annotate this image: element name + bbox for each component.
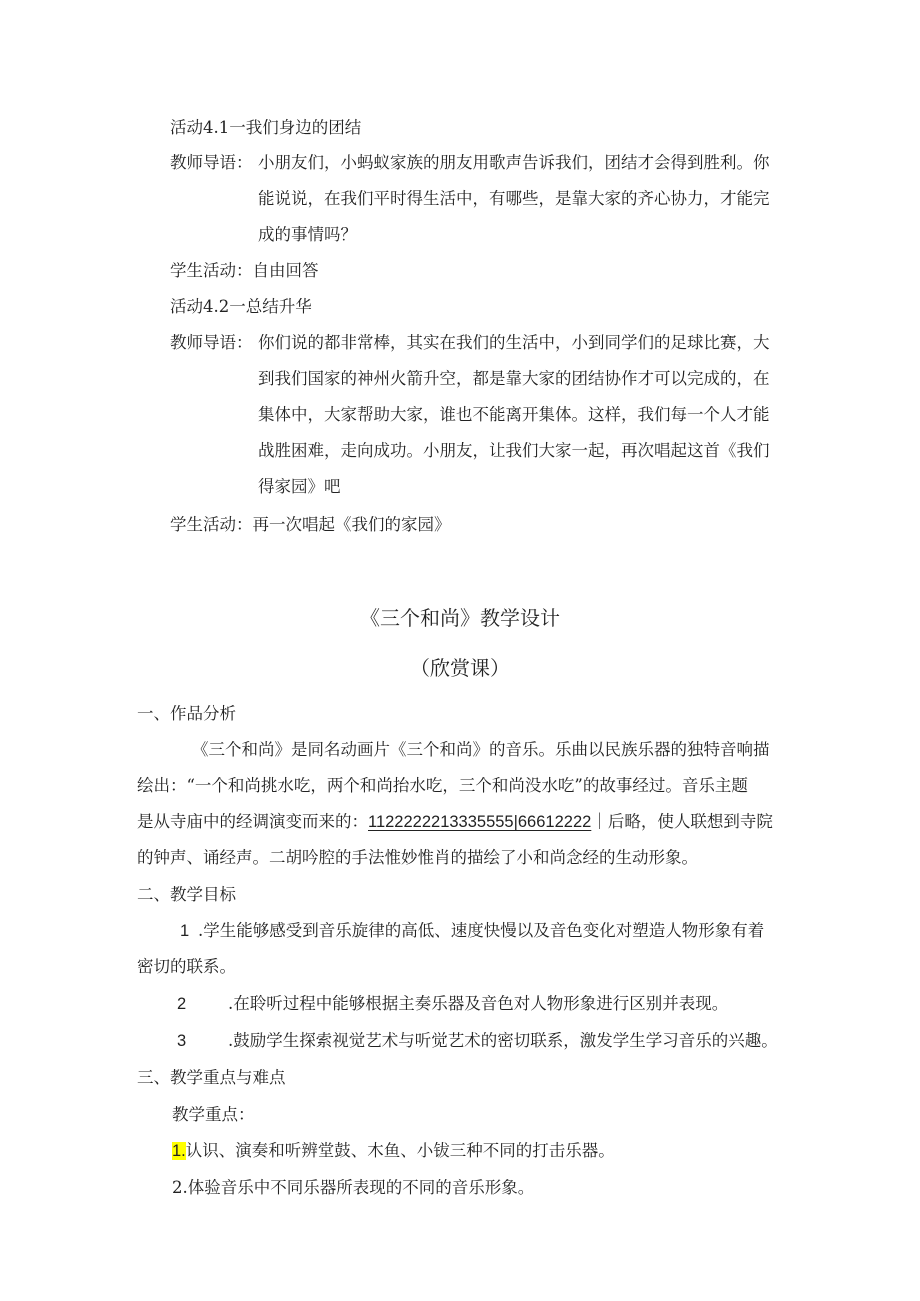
analysis-line-1: 《三个和尚》是同名动画片《三个和尚》的音乐。乐曲以民族乐器的独特音响描 — [192, 740, 770, 759]
goal-1-number: 1 — [180, 922, 190, 940]
key-point-1 — [172, 1139, 615, 1163]
teacher-speech-2-line-2: 到我们国家的神州火箭升空，都是靠大家的团结协作才可以完成的，在 — [258, 369, 770, 388]
goal-1-text: .学生能够感受到音乐旋律的高低、速度快慢以及音色变化对塑造人物形象有着 — [198, 921, 765, 940]
teacher-speech-2-line-5: 得家园》吧 — [258, 477, 341, 496]
key-points-label: 教学重点： — [172, 1105, 255, 1124]
analysis-line-4: 的钟声、诵经声。二胡吟腔的手法惟妙惟肖的描绘了小和尚念经的生动形象。 — [137, 848, 698, 867]
teacher-speech-1-line-3: 成的事情吗？ — [258, 225, 357, 244]
document-subtitle: （欣赏课） — [410, 656, 510, 680]
student-activity-2: 学生活动：再一次唱起《我们的家园》 — [170, 515, 451, 534]
goal-2-text: .在聆听过程中能够根据主奏乐器及音色对人物形象进行区别并表现。 — [228, 994, 729, 1013]
goal-2-number: 2 — [177, 995, 187, 1013]
teacher-speech-2-line-1: 你们说的都非常棒，其实在我们的生活中，小到同学们的足球比赛，大 — [258, 333, 770, 352]
goal-3-text: .鼓励学生探索视觉艺术与听觉艺术的密切联系，激发学生学习音乐的兴趣。 — [228, 1031, 778, 1050]
section-heading-key-points: 三、教学重点与难点 — [137, 1068, 286, 1087]
teacher-label-2: 教师导语： — [170, 333, 253, 352]
section-heading-goals: 二、教学目标 — [137, 885, 236, 904]
document-title: 《三个和尚》教学设计 — [360, 606, 560, 630]
teacher-speech-1-line-2: 能说说，在我们平时得生活中，有哪些，是靠大家的齐心协力，才能完 — [258, 189, 770, 208]
goal-1-continuation: 密切的联系。 — [137, 957, 236, 976]
analysis-line-3 — [137, 810, 773, 834]
key-point-2: 2.体验音乐中不同乐器所表现的不同的音乐形象。 — [172, 1178, 535, 1197]
student-activity-1: 学生活动：自由回答 — [170, 261, 319, 280]
activity-4-1-heading: 活动4.1一我们身边的团结 — [170, 118, 362, 137]
key-point-1-text: 认识、演奏和听辨堂鼓、木鱼、小钹三种不同的打击乐器。 — [185, 1141, 615, 1160]
key-point-1-number: 1. — [172, 1142, 186, 1160]
goal-3-number: 3 — [177, 1032, 187, 1050]
teacher-label-1: 教师导语： — [170, 153, 253, 172]
teacher-speech-1-line-1: 小朋友们，小蚂蚁家族的朋友用歌声告诉我们，团结才会得到胜利。你 — [258, 153, 770, 172]
section-heading-analysis: 一、作品分析 — [137, 704, 236, 723]
analysis-line-3-prefix: 是从寺庙中的经调演变而来的： — [137, 812, 368, 831]
teacher-speech-2-line-4: 战胜困难，走向成功。小朋友，让我们大家一起，再次唱起这首《我们 — [258, 441, 770, 460]
melody-notation: 1122222213335555|66612222 — [368, 813, 592, 831]
analysis-line-3-suffix: ｜后略，使人联想到寺院 — [591, 812, 773, 831]
activity-4-2-heading: 活动4.2一总结升华 — [170, 297, 312, 316]
analysis-line-2: 绘出：“一个和尚挑水吃，两个和尚抬水吃，三个和尚没水吃”的故事经过。音乐主题 — [137, 776, 748, 795]
teacher-speech-2-line-3: 集体中，大家帮助大家，谁也不能离开集体。这样，我们每一个人才能 — [258, 405, 770, 424]
